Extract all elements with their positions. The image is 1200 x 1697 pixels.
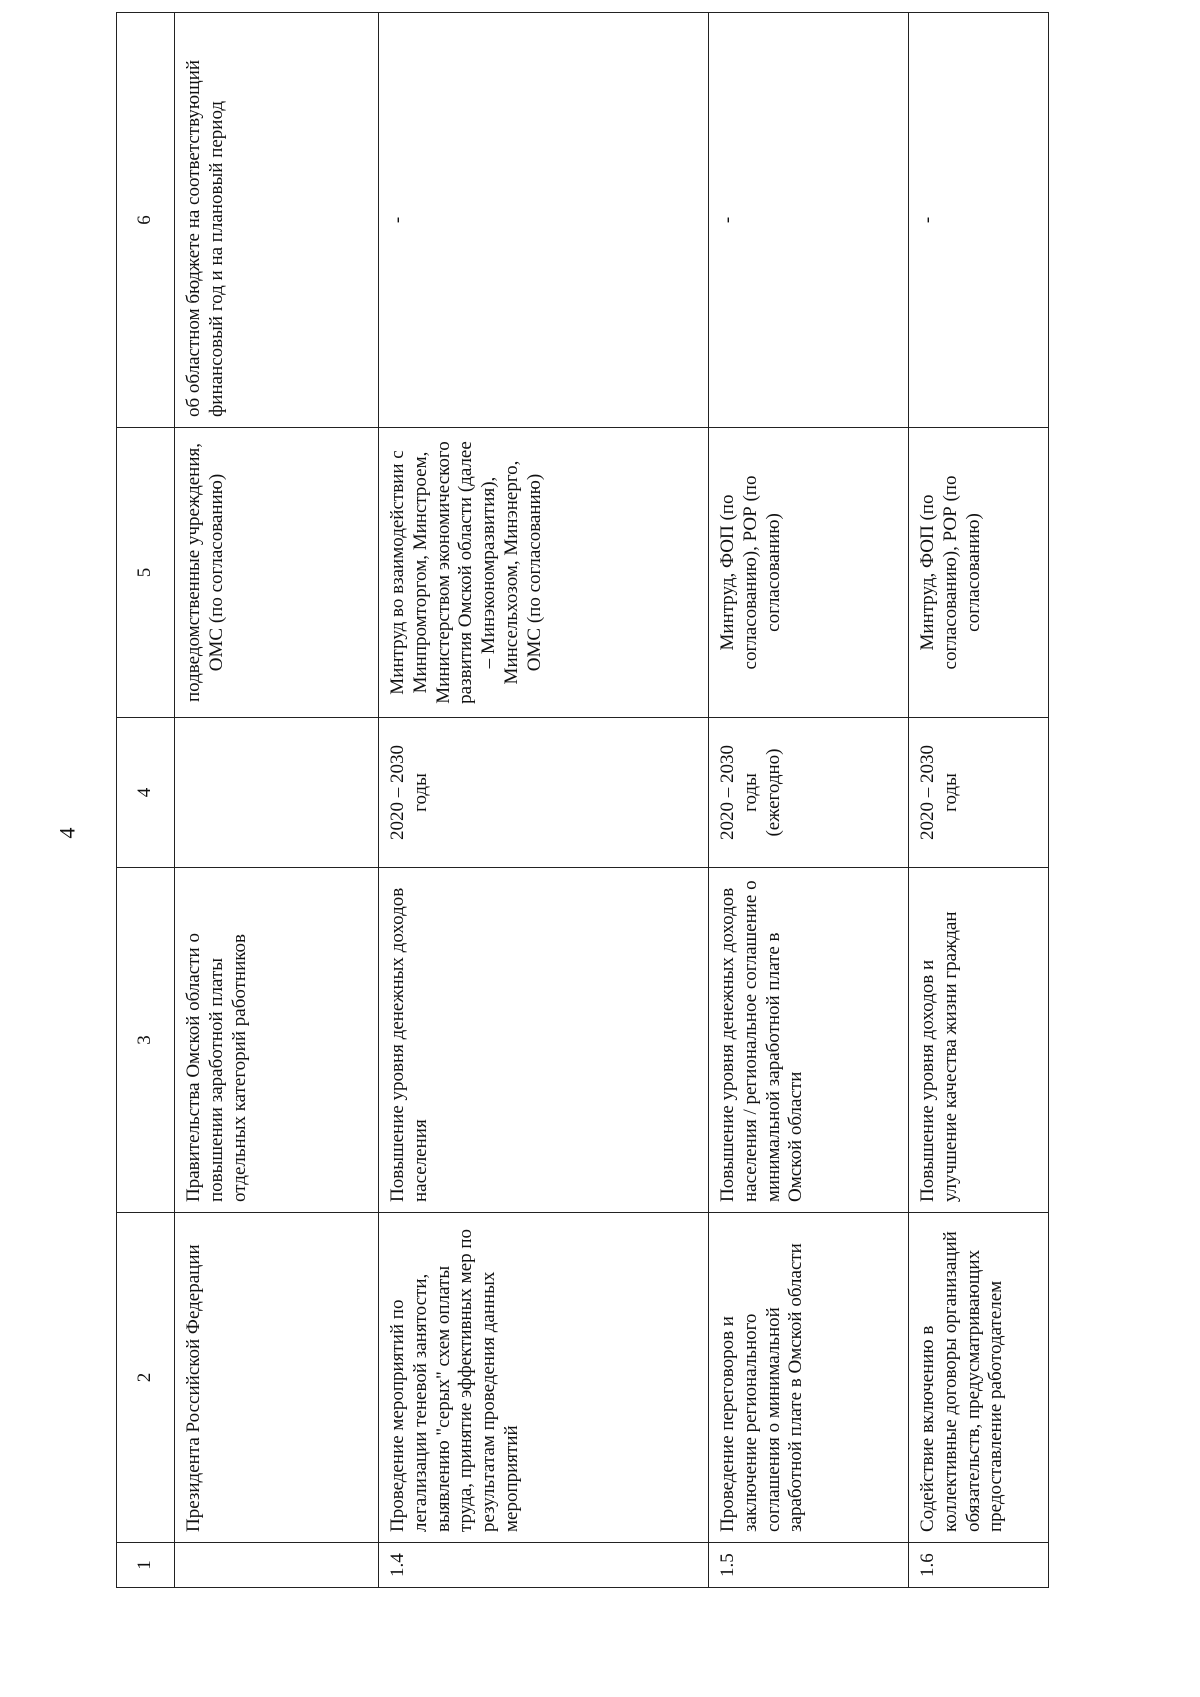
- table-row: [379, 13, 709, 1588]
- period-cell: [175, 718, 379, 868]
- period-cell: 2020 – 2030 годы (ежегодно): [709, 718, 909, 868]
- measure-cell: Проведение переговоров и заключение регионального соглашения о минимальной заработной плате в Омской области: [709, 1213, 909, 1543]
- result-cell: Правительства Омской области о повышении заработной платы отдельных категорий работников: [175, 868, 379, 1213]
- header-col-5: 5: [117, 428, 175, 718]
- measure-cell: Президента Российской Федерации: [175, 1213, 379, 1543]
- table-header-row: [117, 13, 175, 1588]
- measure-cell: Проведение мероприятий по легализации теневой занятости, выявлению "серых" схем оплаты труда, принятие эффективных мер по результатам проведения данных мероприятий: [379, 1213, 709, 1543]
- measure-cell: Содействие включению в коллективные договоры организаций обязательств, предусматривающих предоставление работодателем: [909, 1213, 1049, 1543]
- result-cell: Повышение уровня денежных доходов населения / региональное соглашение о минимальной заработной плате в Омской области: [709, 868, 909, 1213]
- executor-cell: подведомственные учреждения, ОМС (по согласованию): [175, 428, 379, 718]
- row-number: 1.4: [379, 1543, 709, 1588]
- executor-cell: Минтруд во взаимодействии с Минпромторгом, Минстроем, Министерством экономического развития Омской области (далее – Минэкономразвития), Минсельхозом, Минэнерго, ОМС (по согласованию): [379, 428, 709, 718]
- financing-cell: -: [909, 13, 1049, 428]
- row-number: [175, 1543, 379, 1588]
- financing-cell: об областном бюджете на соответствующий финансовый год и на плановый период: [175, 13, 379, 428]
- table-row: [175, 13, 379, 1588]
- financing-cell: -: [709, 13, 909, 428]
- header-col-1: 1: [117, 1543, 175, 1588]
- row-number: 1.5: [709, 1543, 909, 1588]
- executor-cell: Минтруд, ФОП (по согласованию), РОР (по согласованию): [909, 428, 1049, 718]
- rotated-table-container: [116, 13, 1007, 1588]
- period-cell: 2020 – 2030 годы: [909, 718, 1049, 868]
- table-row: [709, 13, 909, 1588]
- header-col-4: 4: [117, 718, 175, 868]
- period-cell: 2020 – 2030 годы: [379, 718, 709, 868]
- financing-cell: -: [379, 13, 709, 428]
- executor-cell: Минтруд, ФОП (по согласованию), РОР (по согласованию): [709, 428, 909, 718]
- table-row: [909, 13, 1049, 1588]
- result-cell: Повышение уровня доходов и улучшение качества жизни граждан: [909, 868, 1049, 1213]
- result-cell: Повышение уровня денежных доходов населения: [379, 868, 709, 1213]
- header-col-3: 3: [117, 868, 175, 1213]
- header-col-6: 6: [117, 13, 175, 428]
- page-number: 4: [54, 827, 80, 839]
- row-number: 1.6: [909, 1543, 1049, 1588]
- measures-table: [116, 12, 1049, 1588]
- header-col-2: 2: [117, 1213, 175, 1543]
